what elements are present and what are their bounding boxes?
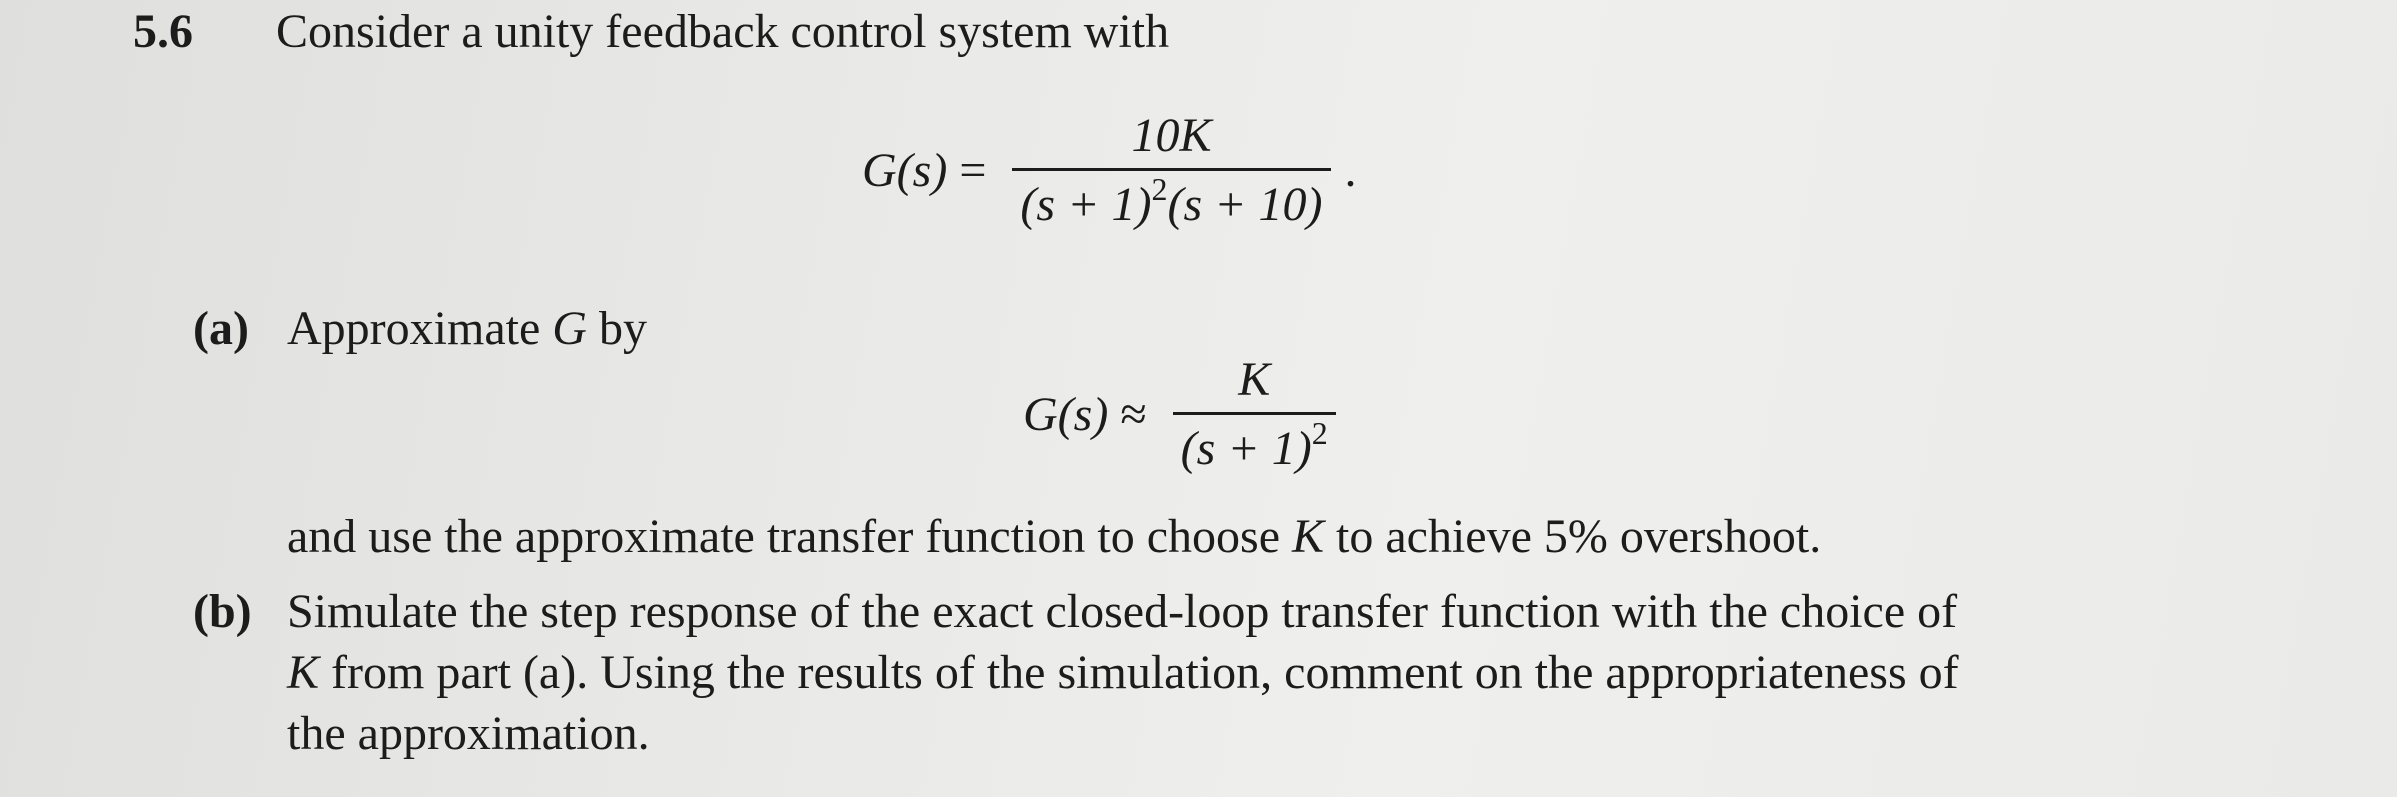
approx-equation (1023, 353, 1350, 475)
problem-number: 5.6 (133, 5, 193, 58)
part-b-line-2-text: from part (a). Using the results of the simulation, comment on the appropriateness of (319, 646, 1959, 699)
main-eq-relation: = (959, 144, 987, 197)
part-b-line-1: Simulate the step response of the exact closed-loop transfer function with the choice of (287, 585, 1958, 638)
main-eq-func: G (862, 144, 897, 197)
main-eq-den-exponent: 2 (1151, 171, 1168, 207)
main-eq-denominator (1012, 168, 1330, 229)
part-a-lead-tail: by (586, 302, 647, 355)
part-a-lead-symbol: G (552, 302, 587, 355)
main-eq-numerator: 10K (1131, 109, 1212, 162)
main-eq-den-part1: (s + 1) (1020, 178, 1152, 231)
approx-eq-denominator (1173, 412, 1336, 473)
approx-eq-fraction (1173, 353, 1336, 475)
part-a-label: (a) (193, 302, 249, 355)
main-eq-period: . (1344, 144, 1357, 197)
part-b-label: (b) (193, 585, 252, 638)
main-eq-arg: (s) (896, 144, 948, 197)
approx-eq-func: G (1023, 388, 1058, 441)
approx-eq-den-part1: (s + 1) (1180, 422, 1312, 475)
part-b-line-2-symbol: K (287, 646, 320, 699)
part-a-follow-symbol: K (1292, 510, 1325, 563)
approx-eq-relation: ≈ (1120, 388, 1147, 441)
part-a-follow (287, 510, 1822, 563)
part-a-follow-text-2: to achieve 5% overshoot. (1324, 510, 1822, 563)
part-a-follow-text-1: and use the approximate transfer function to choose (287, 510, 1292, 563)
part-b-line-2 (287, 646, 1959, 699)
part-a-lead-text: Approximate (287, 302, 553, 355)
main-eq-den-part2: (s + 10) (1167, 178, 1323, 231)
approx-eq-numerator: K (1238, 353, 1271, 406)
problem-intro: Consider a unity feedback control system with (276, 5, 1170, 58)
part-a-lead (287, 302, 647, 355)
main-equation (862, 109, 1357, 231)
main-eq-fraction (1012, 109, 1330, 231)
part-b-line-3: the approximation. (287, 707, 650, 760)
approx-eq-den-exponent: 2 (1311, 415, 1328, 451)
approx-eq-arg: (s) (1057, 388, 1109, 441)
